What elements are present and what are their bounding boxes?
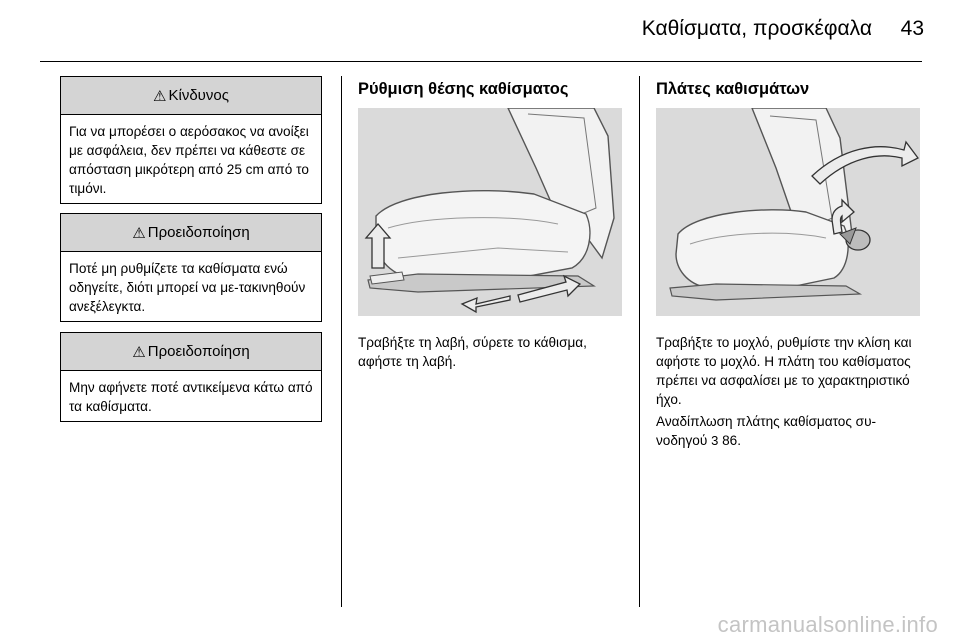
seat-slide-drawing bbox=[358, 108, 622, 316]
page-header-title: Καθίσματα, προσκέφαλα bbox=[641, 17, 872, 40]
seat-backrest-illustration bbox=[656, 108, 920, 316]
page-reference-icon: 3 bbox=[711, 433, 719, 448]
danger-notice-header bbox=[61, 77, 321, 115]
watermark: carmanualsonline.info bbox=[717, 612, 938, 637]
warning-notice-2-text: Μην αφήνετε ποτέ αντικείμενα κάτω από τα καθίσματα. bbox=[69, 380, 313, 414]
warning-triangle-icon: ⚠ bbox=[153, 87, 167, 105]
warning-notice-2-header bbox=[61, 333, 321, 371]
seat-slide-illustration bbox=[358, 108, 622, 316]
seat-backrest-text: Τραβήξτε το μοχλό, ρυθμίστε την κλίση και αφήστε το μοχλό. Η πλάτη του καθίσματος πρέπει να ασφαλίσει με το χαρακτηριστικό ήχο. bbox=[656, 335, 912, 407]
warning-notice-1-title: Προειδοποίηση bbox=[147, 224, 250, 241]
warning-triangle-icon: ⚠ bbox=[132, 224, 146, 242]
page-number: 43 bbox=[900, 17, 924, 40]
column-divider-1 bbox=[341, 76, 342, 607]
warning-notice-1-header bbox=[61, 214, 321, 252]
seat-backrest-drawing bbox=[656, 108, 920, 316]
fold-text-prefix: Αναδίπλωση πλάτης καθίσματος συ-νοδηγού bbox=[656, 414, 877, 448]
danger-notice-text: Για να μπορέσει ο αερόσακος να ανοίξει με ασφάλεια, δεν πρέπει να κάθεστε σε απόσταση μικρότερη από 25 cm από το τιμόνι. bbox=[69, 124, 309, 196]
header-rule bbox=[40, 61, 922, 62]
warning-triangle-icon: ⚠ bbox=[132, 343, 146, 361]
warning-notice-2 bbox=[60, 332, 322, 422]
warning-notice-1 bbox=[60, 213, 322, 322]
danger-notice bbox=[60, 76, 322, 204]
seat-backrest-fold-text bbox=[656, 412, 924, 450]
column-divider-2 bbox=[639, 76, 640, 607]
page-reference-link[interactable]: 86. bbox=[722, 433, 741, 448]
warning-notice-1-text: Ποτέ μη ρυθμίζετε τα καθίσματα ενώ οδηγείτε, διότι μπορεί να με-τακινηθούν ανεξέλεγκτα. bbox=[69, 261, 306, 314]
warning-notice-2-title: Προειδοποίηση bbox=[147, 343, 250, 360]
seat-position-title: Ρύθμιση θέσης καθίσματος bbox=[358, 80, 569, 98]
danger-notice-title: Κίνδυνος bbox=[168, 87, 229, 104]
seat-backrest-title: Πλάτες καθισμάτων bbox=[656, 80, 810, 98]
seat-position-text: Τραβήξτε τη λαβή, σύρετε το κάθισμα, αφήστε τη λαβή. bbox=[358, 335, 587, 369]
